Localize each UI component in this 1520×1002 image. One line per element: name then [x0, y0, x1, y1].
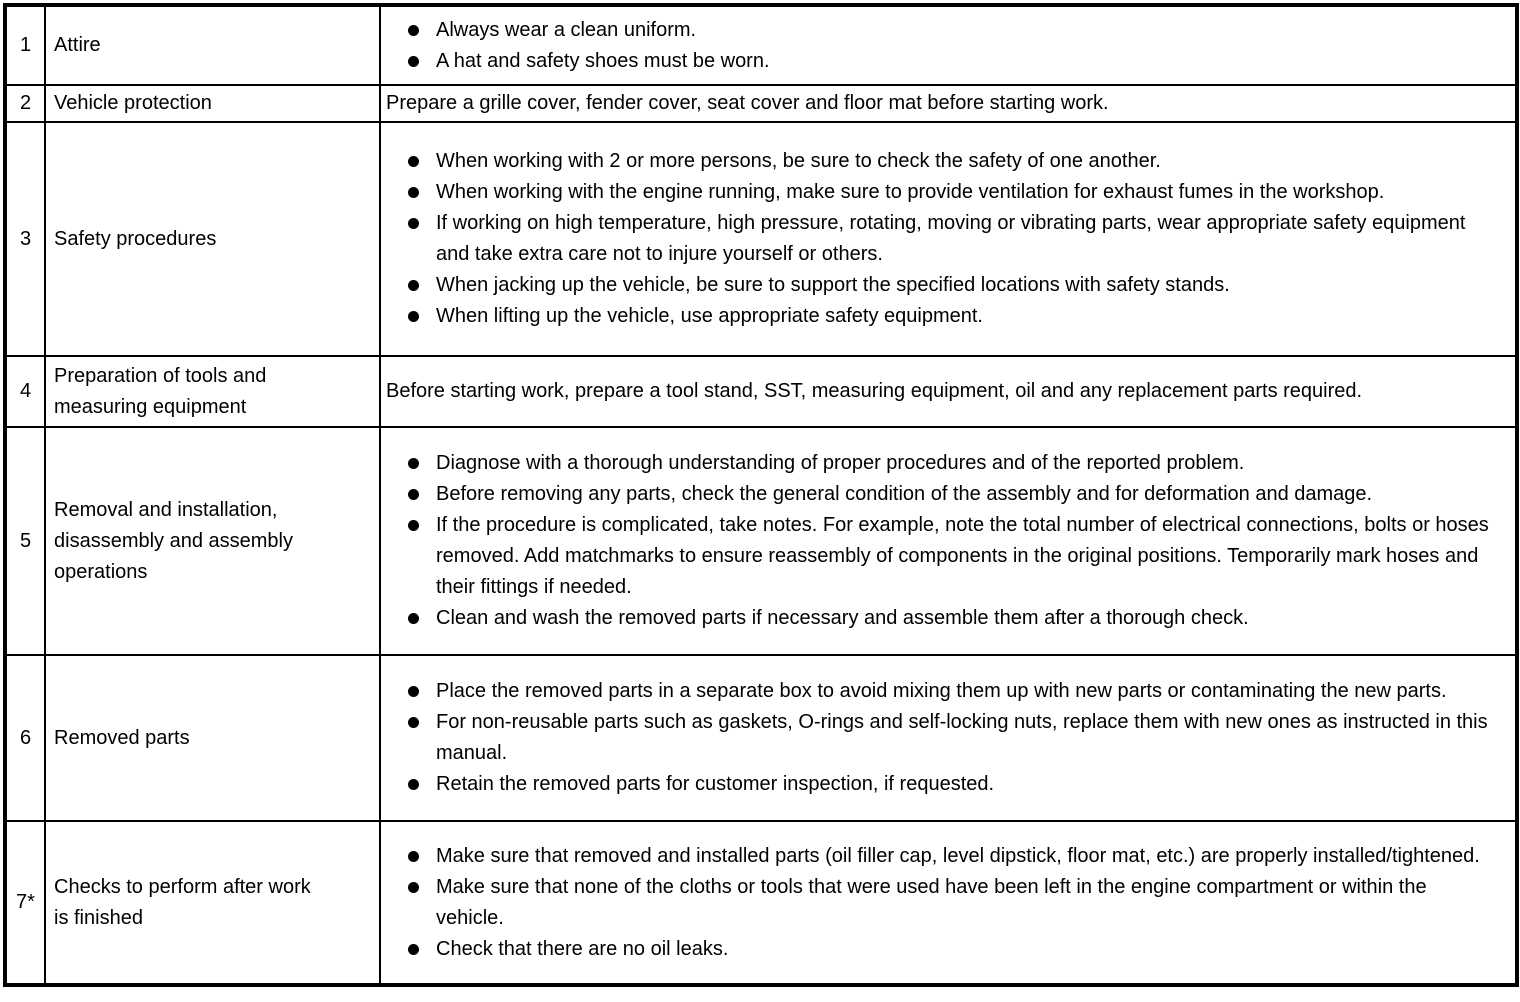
row-number: 4	[5, 356, 45, 427]
bullet-text: A hat and safety shoes must be worn.	[436, 49, 770, 72]
row-category: Removed parts	[45, 655, 380, 821]
row-content	[380, 821, 1517, 985]
list-item	[381, 841, 1495, 872]
bullet-icon	[408, 458, 419, 469]
row-number: 1	[5, 5, 45, 85]
bullet-icon	[408, 156, 419, 167]
bullet-icon	[408, 520, 419, 531]
bullet-icon	[408, 311, 419, 322]
bullet-text: When working with 2 or more persons, be sure to check the safety of one another.	[436, 150, 1161, 172]
table-row	[5, 85, 1517, 122]
list-item	[381, 208, 1495, 270]
bullet-icon	[408, 882, 419, 893]
bullet-list	[381, 448, 1515, 634]
bullet-icon	[408, 187, 419, 198]
bullet-text: When working with the engine running, make sure to provide ventilation for exhaust fumes in the workshop.	[436, 181, 1385, 203]
row-number: 5	[5, 427, 45, 655]
list-item	[381, 707, 1495, 769]
row-content	[380, 85, 1517, 122]
table-row	[5, 655, 1517, 821]
table-row	[5, 5, 1517, 85]
bullet-list	[381, 841, 1515, 965]
bullet-icon	[408, 489, 419, 500]
row-category: Vehicle protection	[45, 85, 380, 122]
table-row	[5, 122, 1517, 356]
list-item	[381, 479, 1495, 510]
bullet-text: When lifting up the vehicle, use appropriate safety equipment.	[436, 305, 983, 327]
list-item	[381, 301, 1495, 332]
bullet-icon	[408, 944, 419, 955]
bullet-icon	[408, 613, 419, 624]
list-item	[381, 448, 1495, 479]
row-category: Checks to perform after work is finished	[45, 821, 380, 985]
precautions-table	[3, 3, 1519, 987]
list-item	[381, 872, 1495, 934]
bullet-text: Retain the removed parts for customer inspection, if requested.	[436, 773, 995, 795]
row-category: Preparation of tools and measuring equipment	[45, 356, 380, 427]
row-number: 3	[5, 122, 45, 356]
cell-text: Prepare a grille cover, fender cover, seat cover and floor mat before starting work.	[386, 92, 1109, 114]
table-row	[5, 356, 1517, 427]
bullet-icon	[408, 779, 419, 790]
bullet-icon	[408, 56, 419, 67]
list-item	[381, 46, 1495, 77]
bullet-text: Make sure that none of the cloths or tools that were used have been left in the engine compartment or within the vehicle.	[436, 875, 1427, 929]
bullet-text: Diagnose with a thorough understanding of proper procedures and of the reported problem.	[436, 452, 1245, 474]
bullet-text: Check that there are no oil leaks.	[436, 937, 729, 960]
bullet-text: Clean and wash the removed parts if necessary and assemble them after a thorough check.	[436, 607, 1249, 629]
row-content	[380, 655, 1517, 821]
row-category: Safety procedures	[45, 122, 380, 356]
bullet-list	[381, 676, 1515, 800]
list-item	[381, 510, 1495, 603]
row-category: Attire	[45, 5, 380, 85]
bullet-icon	[408, 686, 419, 697]
row-category: Removal and installation, disassembly and assembly operations	[45, 427, 380, 655]
bullet-list	[381, 146, 1515, 332]
bullet-list	[381, 15, 1515, 77]
table-row	[5, 821, 1517, 985]
row-content	[380, 5, 1517, 85]
table-row	[5, 427, 1517, 655]
list-item	[381, 676, 1495, 707]
bullet-text: If the procedure is complicated, take notes. For example, note the total number of electrical connections, bolts or hoses removed. Add matchmarks to ensure reassembly of components in the original positions. Temporarily mark hoses and their fittings if needed.	[436, 514, 1489, 598]
list-item	[381, 270, 1495, 301]
bullet-text: Make sure that removed and installed parts (oil filler cap, level dipstick, floor mat, etc.) are properly installed/tightened.	[436, 844, 1480, 867]
cell-text: Before starting work, prepare a tool stand, SST, measuring equipment, oil and any replacement parts required.	[386, 380, 1363, 402]
list-item	[381, 934, 1495, 965]
bullet-text: When jacking up the vehicle, be sure to support the specified locations with safety stands.	[436, 274, 1230, 296]
row-content	[380, 427, 1517, 655]
list-item	[381, 769, 1495, 800]
bullet-icon	[408, 851, 419, 862]
bullet-text: Always wear a clean uniform.	[436, 18, 697, 41]
list-item	[381, 146, 1495, 177]
row-content	[380, 356, 1517, 427]
bullet-text: For non-reusable parts such as gaskets, O-rings and self-locking nuts, replace them with new ones as instructed in this manual.	[436, 711, 1488, 764]
bullet-text: Before removing any parts, check the general condition of the assembly and for deformation and damage.	[436, 483, 1373, 505]
row-number: 7*	[5, 821, 45, 985]
bullet-text: Place the removed parts in a separate box to avoid mixing them up with new parts or contaminating the new parts.	[436, 680, 1447, 702]
bullet-icon	[408, 25, 419, 36]
bullet-icon	[408, 717, 419, 728]
row-number: 6	[5, 655, 45, 821]
bullet-icon	[408, 218, 419, 229]
bullet-text: If working on high temperature, high pressure, rotating, moving or vibrating parts, wear appropriate safety equipment and take extra care not to injure yourself or others.	[436, 212, 1466, 265]
list-item	[381, 15, 1495, 46]
row-number: 2	[5, 85, 45, 122]
list-item	[381, 603, 1495, 634]
bullet-icon	[408, 280, 419, 291]
row-content	[380, 122, 1517, 356]
list-item	[381, 177, 1495, 208]
